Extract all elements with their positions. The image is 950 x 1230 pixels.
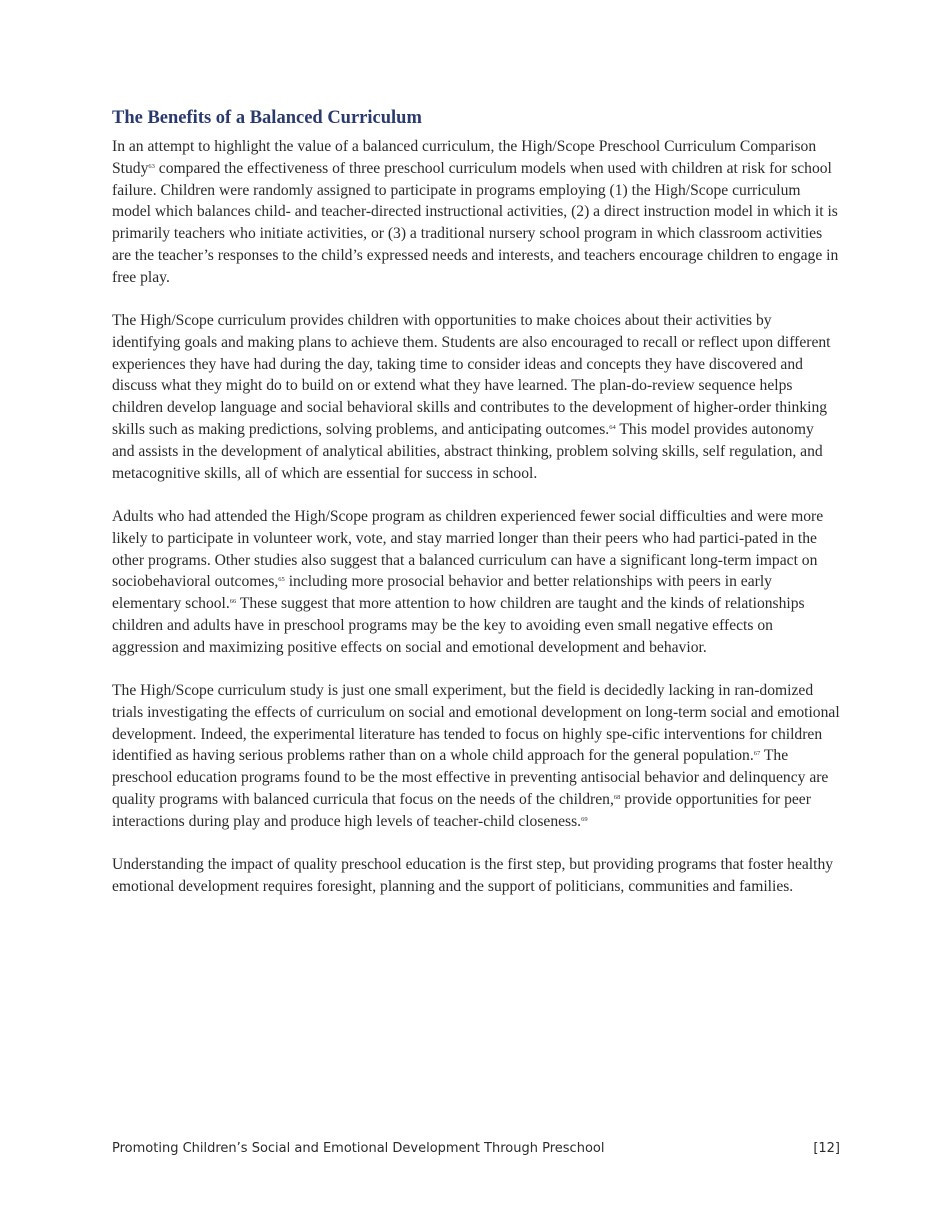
footnote-ref: 69 <box>581 815 588 823</box>
footnote-ref: 63 <box>148 162 155 170</box>
paragraph: Adults who had attended the High/Scope program as children experienced fewer social difficulties and were more likely to participate in volunteer work, vote, and stay married longer than their peers who had partici-pated in the other programs. Other studies also suggest that a balanced curriculum can have a significant long-term impact on sociobehavioral outcomes,$^{65}$ including more prosocial behavior and better relationships with peers in early elementary school.$^{66}$ These suggest that more attention to how children are taught and the kinds of relationships children and adults have in preschool programs may be the key to avoiding even small negative effects on aggression and maximizing positive effects on social and emotional development and behavior. <box>112 507 824 656</box>
footnote-ref: 64 <box>609 424 616 432</box>
section-heading: The Benefits of a Balanced Curriculum <box>112 108 422 128</box>
paragraph: The High/Scope curriculum study is just one small experiment, but the field is decidedly lacking in ran-domized trials investigating the effects of curriculum on social and emotional development on long-term social and emotional development. Indeed, the experimental literature has tended to focus on highly spe-cific interventions for children identified as having serious problems rather than on a whole child approach for the general population.$^{67}$ The preschool education programs found to be the most effective in preventing antisocial behavior and delinquency are quality programs with balanced curricula that focus on the needs of the children,$^{68}$ provide opportunities for peer interactions during play and produce high levels of teacher-child closeness.$^{69}$ <box>112 682 840 830</box>
page-footer <box>112 1141 840 1156</box>
footnote-ref: 67 <box>753 750 761 758</box>
footnote-ref: 65 <box>278 576 285 584</box>
paragraph: The High/Scope curriculum provides children with opportunities to make choices about their activities by identifying goals and making plans to achieve them. Students are also encouraged to recall or reflect upon different experiences they have had during the day, taking time to consider ideas and concepts they have discovered and discuss what they might do to build on or extend what they have learned. The plan-do-review sequence helps children develop language and social behavioral skills and contributes to the development of higher-order thinking skills such as making predictions, solving problems, and anticipating outcomes.$^{64}$ This model provides autonomy and assists in the development of analytical abilities, abstract thinking, problem solving skills, self regulation, and metacognitive skills, all of which are essential for success in school. <box>112 312 831 482</box>
paragraph: Understanding the impact of quality preschool education is the first step, but providing programs that foster healthy emotional development requires foresight, planning and the support of politicians, communities and families. <box>112 856 834 895</box>
paragraph: In an attempt to highlight the value of a balanced curriculum, the High/Scope Preschool Curriculum Comparison Study$^{63}$ compared the effectiveness of three preschool curriculum models when used with children at risk for school failure. Children were randomly assigned to participate in programs employing (1) the High/Scope curriculum model which balances child- and teacher-directed instructional activities, (2) a direct instruction model in which it is primarily teachers who initiate activities, or (3) a traditional nursery school program in which classroom activities are the teacher’s responses to the child’s expressed needs and interests, and teachers encourage children to engage in free play. <box>112 138 839 286</box>
page-number: [12] <box>813 1141 840 1156</box>
footnote-ref: 68 <box>613 794 621 802</box>
footer-title: Promoting Children’s Social and Emotional Development Through Preschool <box>112 1141 605 1156</box>
document-body <box>112 106 840 919</box>
footnote-ref: 66 <box>229 598 237 606</box>
